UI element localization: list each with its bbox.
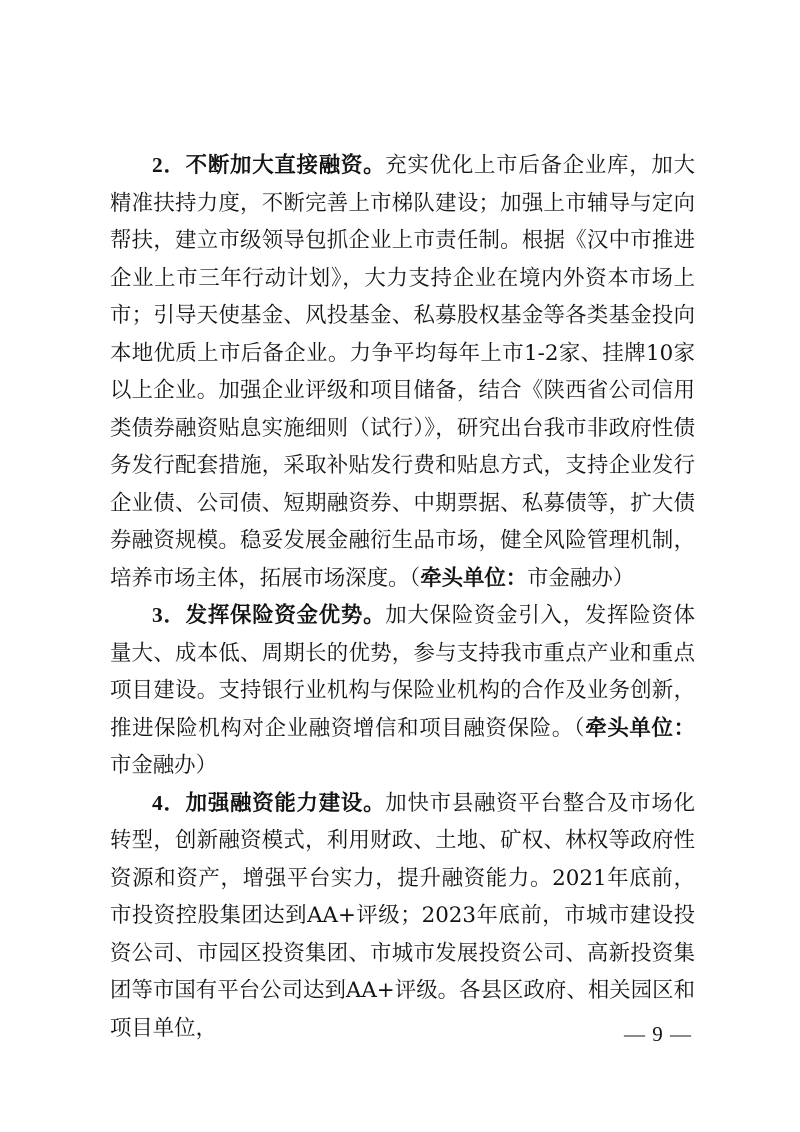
section-3-lead-open: （ <box>573 715 586 741</box>
section-3-lead-unit: 市金融办） <box>110 753 217 778</box>
section-4-number: 4 <box>152 790 163 815</box>
section-3-body: 加大保险资金引入，发挥险资体量大、成本低、周期长的优势，参与支持我市重点产业和重点项目建设。支持银行业机构与保险业机构的合作及业务创新，推进保险机构对企业融资增信和项目融资保险。 <box>110 603 695 741</box>
document-body <box>110 147 695 1047</box>
section-3-number: 3 <box>152 603 163 627</box>
section-2-lead-open: （ <box>409 565 421 591</box>
section-2-number: 2 <box>152 153 163 177</box>
section-2-lead-unit: 市金融办） <box>527 565 635 591</box>
section-2-lead-label: 牵头单位： <box>420 565 528 591</box>
section-4-body: 加快市县融资平台整合及市场化转型，创新融资模式，利用财政、土地、矿权、林权等政府性资源和资产，增强平台实力，提升融资能力。2021年底前，市投资控股集团达到AA+评级；2023年底前，市城市建设投资公司、市园区投资集团、市城市发展投资公司、高新投资集团等市国有平台公司达到AA+评级。各县区政府、相关园区和项目单位， <box>110 790 695 1041</box>
section-2-heading: ．不断加大直接融资。 <box>162 153 386 178</box>
section-4-heading: ．加强融资能力建设。 <box>162 790 386 816</box>
section-3-lead-label: 牵头单位： <box>585 715 695 741</box>
section-4-paragraph <box>110 785 695 1048</box>
section-3-heading: ．发挥保险资金优势。 <box>162 603 386 628</box>
section-2-paragraph <box>110 147 695 597</box>
section-2-body: 充实优化上市后备企业库，加大精准扶持力度，不断完善上市梯队建设；加强上市辅导与定向帮扶，建立市级领导包抓企业上市责任制。根据《汉中市推进企业上市三年行动计划》，大力支持企业在境内外资本市场上市；引导天使基金、风投基金、私募股权基金等各类基金投向本地优质上市后备企业。力争平均每年上市1-2家、挂牌10家以上企业。加强企业评级和项目储备，结合《陕西省公司信用类债券融资贴息实施细则（试行）》，研究出台我市非政府性债务发行配套措施，采取补贴发行费和贴息方式，支持企业发行企业债、公司债、短期融资券、中期票据、私募债等，扩大债券融资规模。稳妥发展金融衍生品市场，健全风险管理机制，培养市场主体，拓展市场深度。 <box>110 153 695 591</box>
page-number: — 9 — <box>624 1022 692 1046</box>
section-3-paragraph <box>110 597 695 785</box>
